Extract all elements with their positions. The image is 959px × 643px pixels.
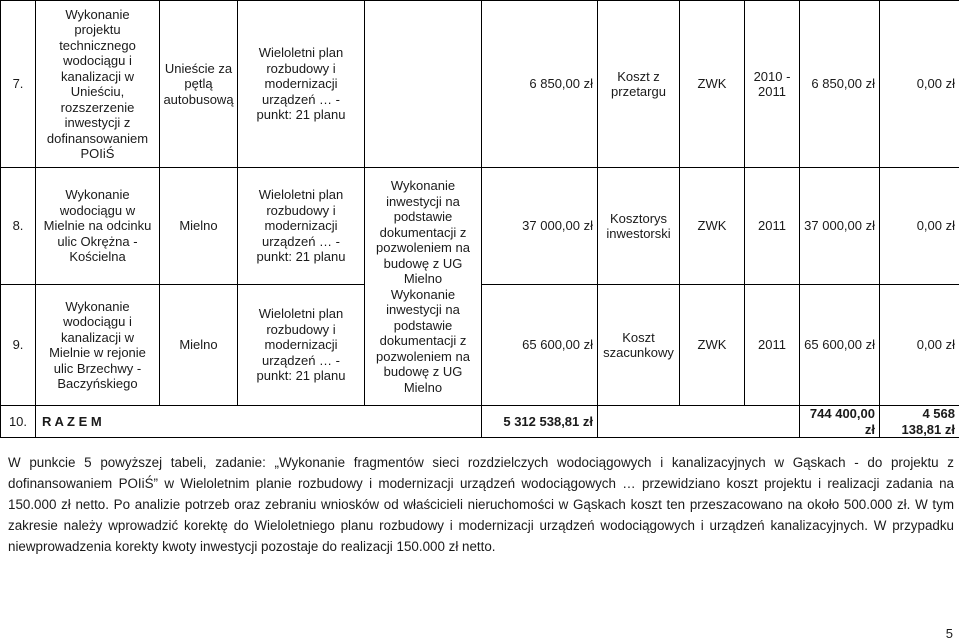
unit: ZWK — [680, 285, 745, 406]
cost-type: Koszt z przetargu — [598, 1, 680, 168]
total-cost: 6 850,00 zł — [482, 1, 598, 168]
amount-remaining: 0,00 zł — [880, 285, 959, 406]
total-row — [1, 406, 959, 438]
plan-reference: Wieloletni plan rozbudowy i modernizacji urządzeń … - punkt: 21 planu — [238, 285, 365, 406]
cost-type: Kosztorys inwestorski — [598, 168, 680, 285]
cost-type: Koszt szacunkowy — [598, 285, 680, 406]
years: 2010 - 2011 — [745, 1, 800, 168]
location: Mielno — [160, 168, 238, 285]
years: 2011 — [745, 285, 800, 406]
plan-reference: Wieloletni plan rozbudowy i modernizacji urządzeń … - punkt: 21 planu — [238, 1, 365, 168]
page-number: 5 — [945, 626, 953, 641]
amount-remaining: 0,00 zł — [880, 1, 959, 168]
row-number: 8. — [1, 168, 36, 285]
amount-2011: 65 600,00 zł — [800, 285, 880, 406]
total-cost: 37 000,00 zł — [482, 168, 598, 285]
note-paragraph: W punkcie 5 powyższej tabeli, zadanie: „Wykonanie fragmentów sieci rozdzielczych wodociągowych i kanalizacyjnych w Gąskach - do projektu z dofinansowaniem POIiŚ” w Wieloletnim planie rozbudowy i modernizacji urządzeń wodociągowych … przewidziano koszt projektu i realizacji zadania na 150.000 zł netto. Po analizie potrzeb oraz zebraniu wniosków od właścicieli nieruchomości w Gąskach koszt ten przeszacowano na około 500.000 zł. W tym zakresie należy wprowadzić korektę do Wieloletniego planu rozbudowy i modernizacji urządzeń wodociągowych i urządzeń kanalizacyjnych. W przypadku niewprowadzenia korekty kwoty inwestycji pozostaje do realizacji 150.000 zł netto. — [8, 455, 954, 554]
row-number: 10. — [1, 406, 36, 438]
total-empty — [598, 406, 800, 438]
years: 2011 — [745, 168, 800, 285]
basis-shared: Wykonanie inwestycji na podstawie dokumentacji z pozwoleniem na budowę z UG Mielno Wykonanie inwestycji na podstawie dokumentacji z pozwoleniem na budowę z UG Mielno — [365, 168, 482, 406]
total-label: R A Z E M — [36, 406, 482, 438]
location: Unieście za pętlą autobusową — [160, 1, 238, 168]
total-amount-remaining: 4 568 138,81 zł — [880, 406, 959, 438]
row-number: 7. — [1, 1, 36, 168]
amount-2011: 6 850,00 zł — [800, 1, 880, 168]
task-name: Wykonanie projektu technicznego wodociągu i kanalizacji w Unieściu, rozszerzenie inwestycji z dofinansowaniem POIiŚ — [36, 1, 160, 168]
task-name: Wykonanie wodociągu w Mielnie na odcinku ulic Okrężna - Kościelna — [36, 168, 160, 285]
amount-remaining: 0,00 zł — [880, 168, 959, 285]
unit: ZWK — [680, 1, 745, 168]
total-amount-2011: 744 400,00 zł — [800, 406, 880, 438]
table-row — [1, 1, 959, 168]
task-name: Wykonanie wodociągu i kanalizacji w Mielnie w rejonie ulic Brzechwy - Baczyńskiego — [36, 285, 160, 406]
amount-2011: 37 000,00 zł — [800, 168, 880, 285]
row-number: 9. — [1, 285, 36, 406]
basis — [365, 1, 482, 168]
unit: ZWK — [680, 168, 745, 285]
table-row — [1, 168, 959, 285]
total-amount: 5 312 538,81 zł — [482, 406, 598, 438]
location: Mielno — [160, 285, 238, 406]
total-cost: 65 600,00 zł — [482, 285, 598, 406]
plan-reference: Wieloletni plan rozbudowy i modernizacji urządzeń … - punkt: 21 planu — [238, 168, 365, 285]
